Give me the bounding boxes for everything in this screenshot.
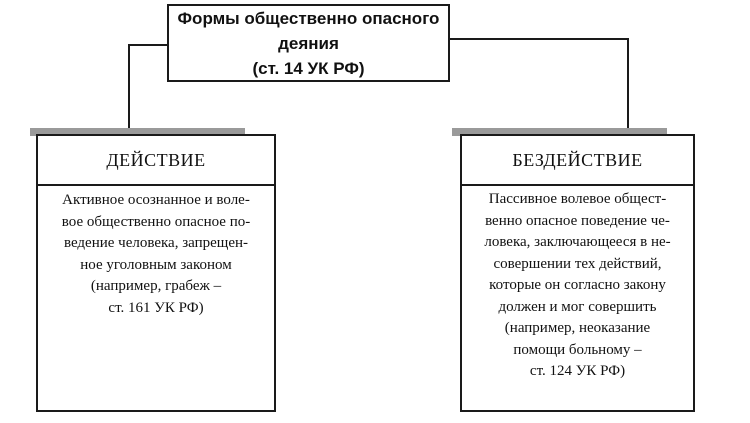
action-heading: ДЕЙСТВИЕ (106, 149, 206, 170)
inaction-definition-line: которые он согласно закону (489, 277, 666, 293)
diagram-title-box (167, 4, 450, 82)
action-example-line: ст. 161 УК РФ) (108, 299, 204, 316)
connector-left-horizontal (128, 44, 168, 46)
connector-right-horizontal (450, 38, 628, 40)
inaction-definition-line: совершении тех действий, (493, 255, 662, 272)
inaction-example-line: ст. 124 УК РФ) (529, 363, 626, 379)
inaction-heading: БЕЗДЕЙСТВИЕ (512, 149, 643, 170)
inaction-definition-line: ловека, заключающееся в не- (484, 234, 671, 250)
action-example-line: (например, грабеж – (90, 278, 222, 294)
inaction-example-line: помощи больному – (513, 341, 642, 358)
inaction-definition-box (460, 184, 695, 412)
action-definition-line: ведение человека, запрещен- (63, 235, 249, 251)
inaction-definition-line: Пассивное волевое общест- (488, 191, 667, 207)
inaction-heading-box (460, 134, 695, 186)
inaction-example-line: (например, неоказание (504, 320, 651, 336)
action-definition-line: Активное осознанное и воле- (62, 192, 250, 208)
connector-left-vertical (128, 44, 130, 136)
diagram-title-line-2: (ст. 14 УК РФ) (252, 58, 365, 78)
inaction-definition-line: венно опасное поведение че- (485, 212, 670, 229)
action-definition-box (36, 184, 276, 412)
diagram-title-line-1: Формы общественно опасного деяния (177, 8, 440, 53)
connector-right-vertical (627, 38, 629, 136)
action-heading-box (36, 134, 276, 186)
inaction-definition-line: должен и мог совершить (498, 298, 657, 315)
action-definition-line: ное уголовным законом (80, 256, 232, 273)
action-definition-line: вое общественно опасное по- (61, 213, 251, 230)
